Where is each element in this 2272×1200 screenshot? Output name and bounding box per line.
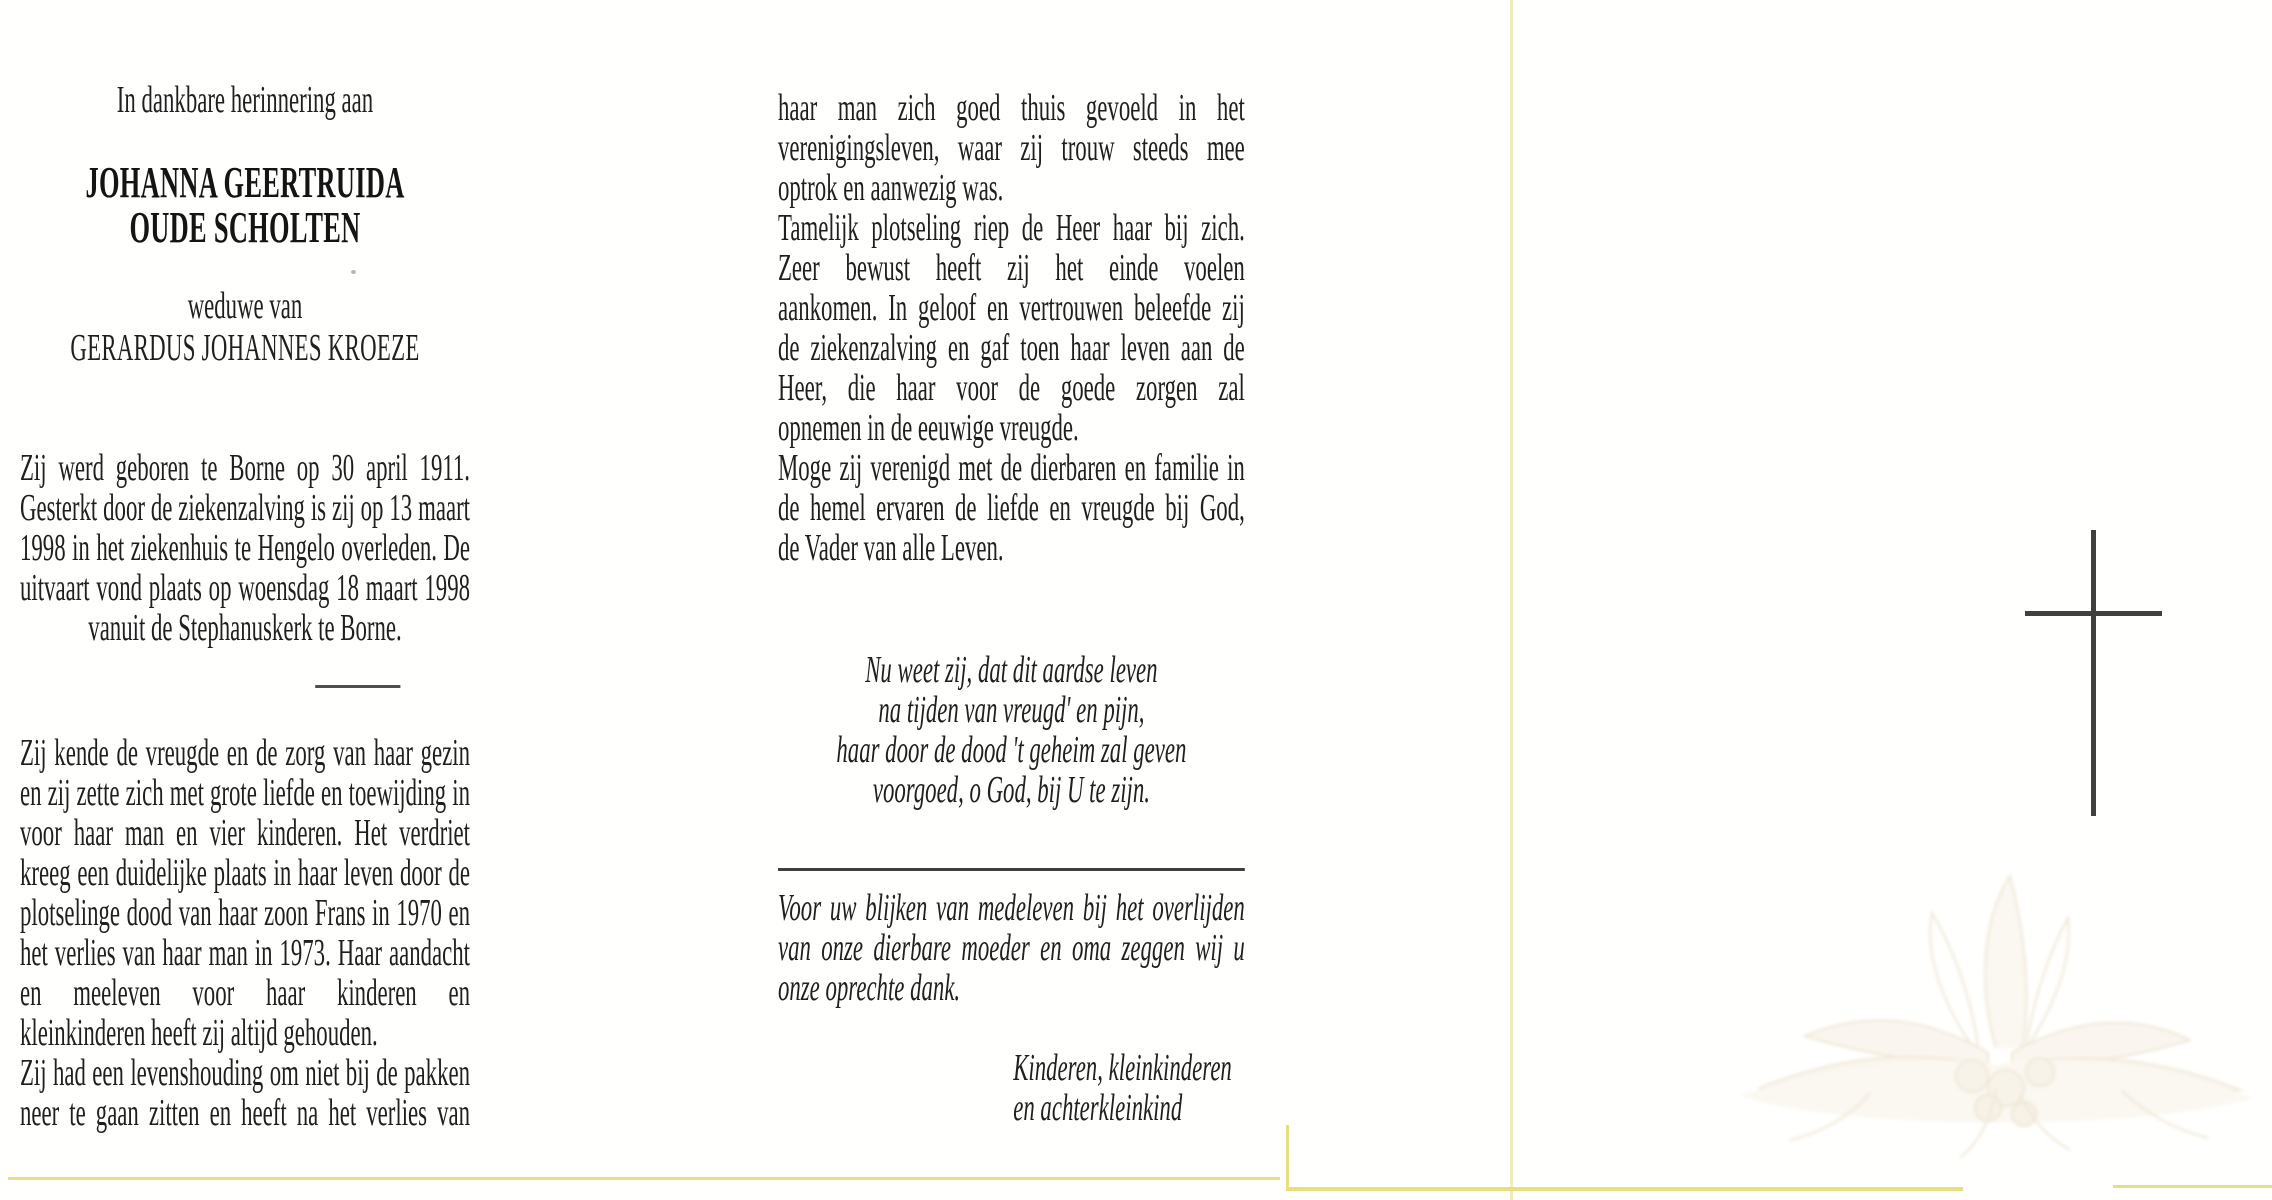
text-line: haar door de dood 't geheim zal geven bbox=[836, 729, 1187, 771]
text-line: Moge zij verenigd met de dierbaren en familie in bbox=[778, 447, 1245, 489]
text-line: na tijden van vreugd' en pijn, bbox=[878, 689, 1145, 731]
husband-name: GERARDUS JOHANNES KROEZE bbox=[70, 327, 420, 369]
relation-line: weduwe van bbox=[187, 285, 303, 327]
text-line: kreeg een duidelijke plaats in haar leven door de bbox=[20, 852, 471, 894]
cross-horizontal-bar bbox=[2025, 611, 2162, 616]
intro-line: In dankbare herinnering aan bbox=[116, 79, 374, 121]
text-line: Zij kende de vreugde en de zorg van haar gezin bbox=[20, 732, 471, 774]
text-line: en achterkleinkind bbox=[1013, 1087, 1183, 1129]
left-text-column bbox=[20, 0, 470, 1200]
text-line: vanuit de Stephanuskerk te Borne. bbox=[88, 607, 402, 649]
text-line: voor haar man en vier kinderen. Het verdriet bbox=[20, 812, 471, 854]
birth-death-paragraph bbox=[20, 448, 470, 648]
community-paragraph bbox=[778, 88, 1245, 208]
life-paragraphs bbox=[20, 733, 470, 1133]
text-line: de hemel ervaren de liefde en vreugde bij God, bbox=[778, 487, 1245, 529]
heaven-paragraph bbox=[778, 448, 1245, 568]
flowers-watermark bbox=[1720, 858, 2272, 1170]
family-paragraph bbox=[20, 733, 470, 1053]
text-line: optrok en aanwezig was. bbox=[778, 167, 1004, 209]
text-line: kleinkinderen heeft zij altijd gehouden. bbox=[20, 1012, 378, 1054]
text-line: Tamelijk plotseling riep de Heer haar bij zich. bbox=[778, 207, 1245, 249]
scan-edge-line bbox=[1286, 1125, 1289, 1191]
text-line: de Vader van alle Leven. bbox=[778, 527, 1004, 569]
text-line: Kinderen, kleinkinderen bbox=[1013, 1047, 1232, 1089]
attitude-paragraph bbox=[20, 1053, 470, 1133]
text-line: het verlies van haar man in 1973. Haar aandacht bbox=[20, 932, 471, 974]
deceased-name-line1: JOHANNA GEERTRUIDA bbox=[85, 158, 405, 207]
text-line: Voor uw blijken van medeleven bij het overlijden bbox=[778, 887, 1245, 929]
fold-crease-line bbox=[1510, 0, 1513, 1200]
text-line: verenigingsleven, waar zij trouw steeds mee bbox=[778, 127, 1245, 169]
section-divider bbox=[315, 685, 400, 688]
text-line: plotselinge dood van haar zoon Frans in 1970 en bbox=[20, 892, 471, 934]
text-line: voorgoed, o God, bij U te zijn. bbox=[872, 769, 1150, 811]
text-line: haar man zich goed thuis gevoeld in het bbox=[778, 87, 1245, 129]
text-line: van onze dierbare moeder en oma zeggen wij u bbox=[778, 927, 1245, 969]
text-line: onze oprechte dank. bbox=[778, 967, 961, 1009]
cross-vertical-bar bbox=[2091, 530, 2096, 816]
text-line: uitvaart vond plaats op woensdag 18 maart 1998 bbox=[20, 567, 471, 609]
text-line: opnemen in de eeuwige vreugde. bbox=[778, 407, 1079, 449]
deceased-name-line2: OUDE SCHOLTEN bbox=[129, 203, 361, 252]
passing-paragraph bbox=[778, 208, 1245, 448]
text-line: en zij zette zich met grote liefde en toewijding in bbox=[20, 772, 471, 814]
thanks-divider-rule bbox=[778, 868, 1245, 871]
text-line: Gesterkt door de ziekenzalving is zij op 13 maart bbox=[20, 487, 471, 529]
text-line: neer te gaan zitten en heeft na het verlies van bbox=[20, 1092, 471, 1134]
thanks-paragraph bbox=[778, 888, 1245, 1008]
text-line: Zeer bewust heeft zij het einde voelen bbox=[778, 247, 1245, 289]
text-line: 1998 in het ziekenhuis te Hengelo overleden. De bbox=[20, 527, 471, 569]
scan-edge-line bbox=[1289, 1187, 1963, 1191]
text-line: de ziekenzalving en gaf toen haar leven aan de bbox=[778, 327, 1245, 369]
signature-block bbox=[1013, 1048, 1245, 1128]
scan-edge-line bbox=[8, 1177, 1280, 1180]
continuation-paragraphs bbox=[778, 88, 1245, 568]
memorial-verse bbox=[778, 650, 1245, 810]
right-text-column bbox=[778, 0, 1245, 1200]
text-line: aankomen. In geloof en vertrouwen beleefde zij bbox=[778, 287, 1245, 329]
scan-speck bbox=[351, 270, 356, 274]
scan-edge-line bbox=[2113, 1185, 2272, 1188]
text-line: Nu weet zij, dat dit aardse leven bbox=[865, 649, 1158, 691]
text-line: Zij had een levenshouding om niet bij de pakken bbox=[20, 1052, 471, 1094]
text-line: Zij werd geboren te Borne op 30 april 1911. bbox=[20, 447, 471, 489]
text-line: en meeleven voor haar kinderen en bbox=[20, 972, 471, 1014]
text-line: Heer, die haar voor de goede zorgen zal bbox=[778, 367, 1245, 409]
